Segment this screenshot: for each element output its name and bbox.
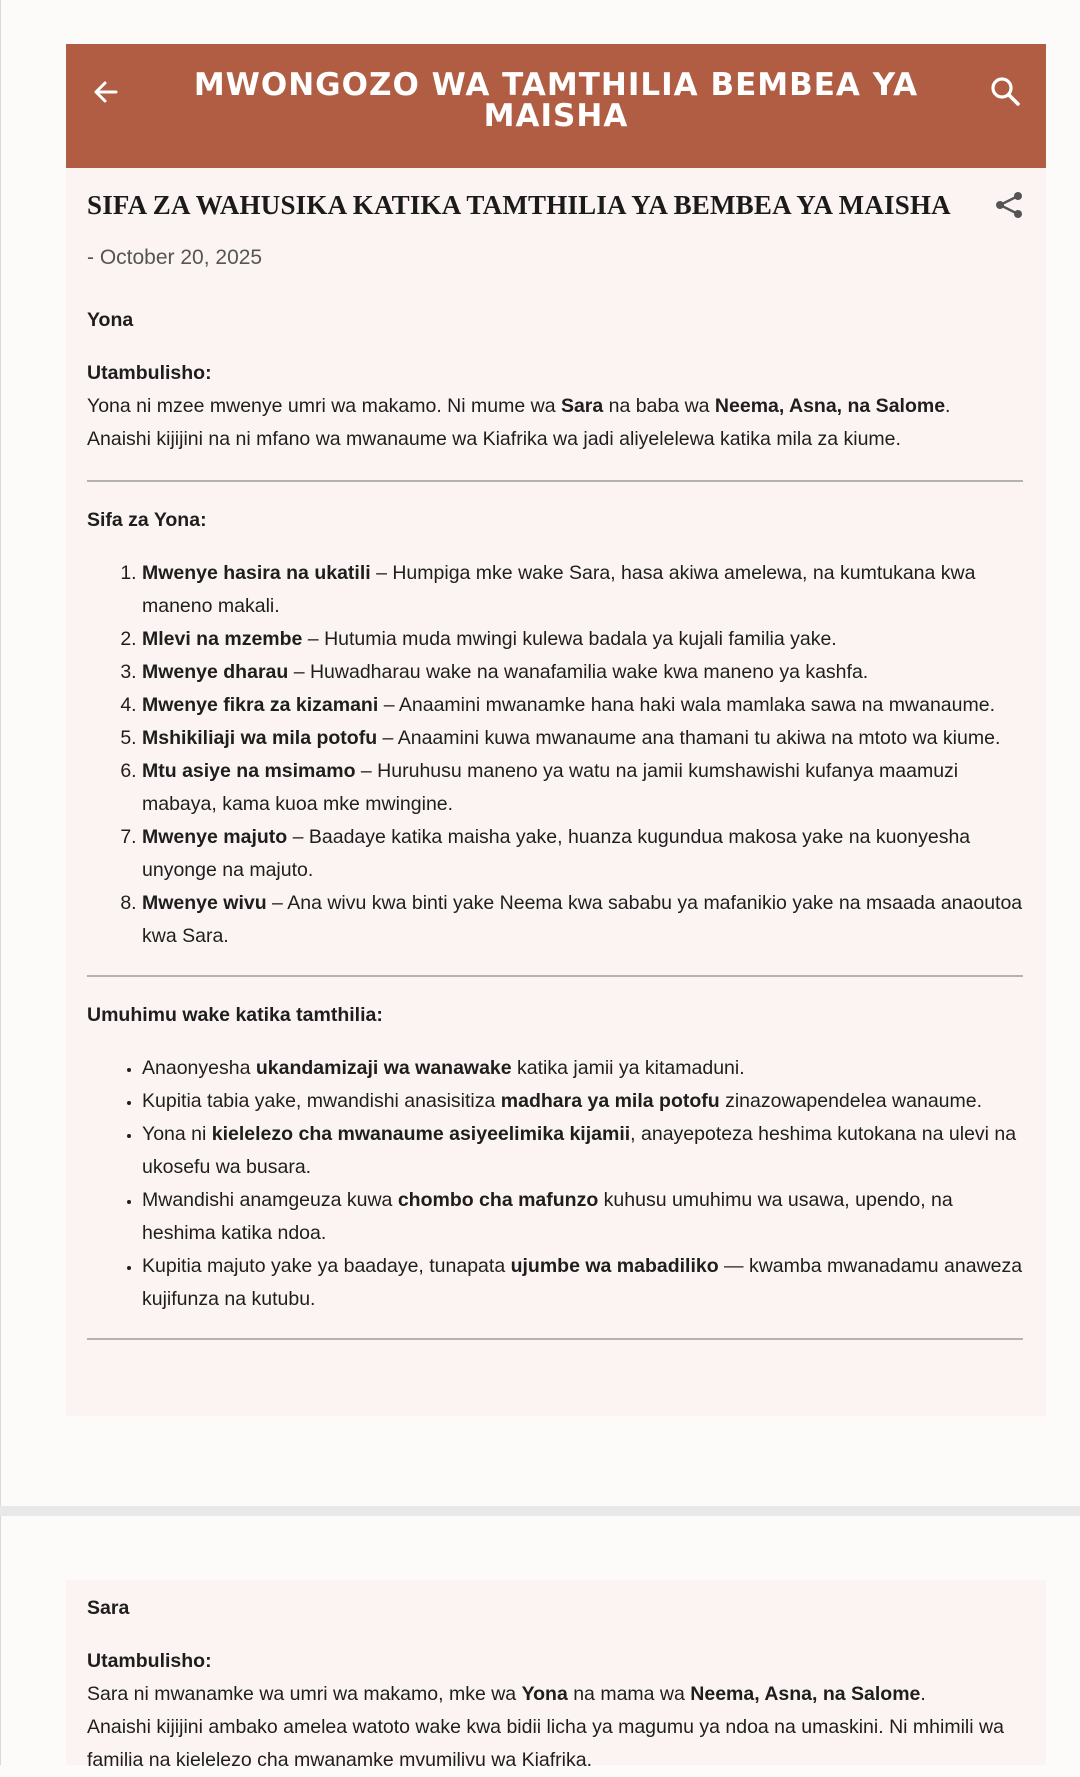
list-item: • Anaonyesha ukandamizaji wa wanawake katika jamii ya kitamaduni.: [142, 1052, 1027, 1085]
list-item: • Kupitia tabia yake, mwandishi anasisitiza madhara ya mila potofu zinazowapendelea wanaume.: [142, 1085, 1027, 1118]
importance-list: [87, 1052, 1027, 1316]
intro-paragraph: Yona ni mzee mwenye umri wa makamo. Ni mume wa Sara na baba wa Neema, Asna, na Salome.: [87, 395, 951, 417]
search-icon[interactable]: [988, 74, 1024, 110]
post-card-2: [66, 1580, 1046, 1771]
post-date[interactable]: - October 20, 2025: [87, 246, 263, 269]
blog-title[interactable]: [166, 67, 946, 134]
divider: [87, 1338, 1023, 1340]
list-item: • Mwandishi anamgeuza kuwa chombo cha mafunzo kuhusu umuhimu wa usawa, upendo, na heshima katika ndoa.: [142, 1184, 1027, 1250]
post-title[interactable]: SIFA ZA WAHUSIKA KATIKA TAMTHILIA YA BEMBEA YA MAISHA: [87, 190, 951, 220]
page-edge: [0, 0, 1, 1765]
post-card: [66, 168, 1046, 1416]
character-name: Sara: [87, 1597, 130, 1619]
list-item: 8. Mwenye wivu – Ana wivu kwa binti yake Neema kwa sababu ya mafanikio yake na msaada anaoutoa kwa Sara.: [142, 887, 1027, 953]
intro-heading: Utambulisho:: [87, 1650, 212, 1672]
app-header: [66, 44, 1046, 168]
list-item: 5. Mshikiliaji wa mila potofu – Anaamini kuwa mwanaume ana thamani tu akiwa na mtoto wa kiume.: [142, 722, 1027, 755]
list-item: 7. Mwenye majuto – Baadaye katika maisha yake, huanza kugundua makosa yake na kuonyesha unyonge na majuto.: [142, 821, 1027, 887]
traits-heading: Sifa za Yona:: [87, 509, 207, 531]
traits-list: [87, 557, 1027, 953]
blog-title-line-2: MAISHA: [483, 98, 629, 134]
intro-paragraph-line-2: Anaishi kijijini ambako amelea watoto wake kwa bidii licha ya magumu ya ndoa na umaskini. Ni mhimili wa familia na kielelezo cha mwanamke mvumilivu wa Kiafrika.: [87, 1716, 1004, 1771]
list-item: • Yona ni kielelezo cha mwanaume asiyeelimika kijamii, anayepoteza heshima kutokana na ulevi na ukosefu wa busara.: [142, 1118, 1027, 1184]
blog-title-line-1: MWONGOZO WA TAMTHILIA BEMBEA YA: [193, 67, 919, 103]
list-item: 3. Mwenye dharau – Huwadharau wake na wanafamilia wake kwa maneno ya kashfa.: [142, 656, 1027, 689]
intro-paragraph-line-2: Anaishi kijijini na ni mfano wa mwanaume wa Kiafrika wa jadi aliyelelewa katika mila za kiume.: [87, 428, 901, 450]
list-item: • Kupitia majuto yake ya baadaye, tunapata ujumbe wa mabadiliko — kwamba mwanadamu anaweza kujifunza na kutubu.: [142, 1250, 1027, 1316]
character-name: Yona: [87, 309, 134, 331]
post-body: [87, 304, 1027, 1340]
arrow-left-icon[interactable]: [86, 72, 126, 112]
list-item: 2. Mlevi na mzembe – Hutumia muda mwingi kulewa badala ya kujali familia yake.: [142, 623, 1027, 656]
post-body-2: [87, 1580, 1027, 1777]
list-item: 4. Mwenye fikra za kizamani – Anaamini mwanamke hana haki wala mamlaka sawa na mwanaume.: [142, 689, 1027, 722]
share-icon[interactable]: [994, 190, 1024, 220]
intro-paragraph: Sara ni mwanamke wa umri wa makamo, mke wa Yona na mama wa Neema, Asna, na Salome.: [87, 1683, 926, 1705]
list-item: 1. Mwenye hasira na ukatili – Humpiga mke wake Sara, hasa akiwa amelewa, na kumtukana kwa maneno makali.: [142, 557, 1027, 623]
list-item: 6. Mtu asiye na msimamo – Huruhusu maneno ya watu na jamii kumshawishi kufanya maamuzi mabaya, kama kuoa mke mwingine.: [142, 755, 1027, 821]
intro-heading: Utambulisho:: [87, 362, 212, 384]
post-separator: [0, 1506, 1080, 1516]
importance-heading: Umuhimu wake katika tamthilia:: [87, 1004, 383, 1026]
